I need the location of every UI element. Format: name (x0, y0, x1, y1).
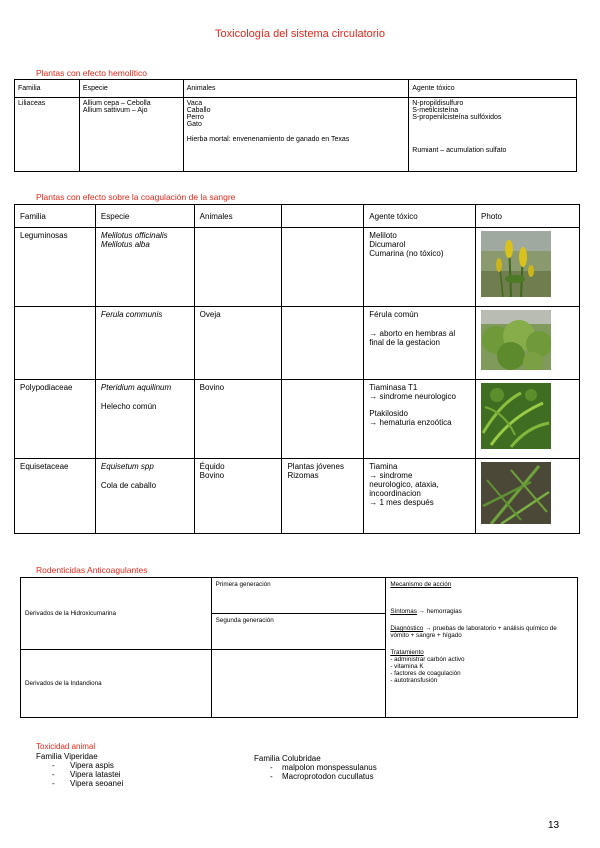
section-title-hemolitico: Plantas con efecto hemolítico (36, 68, 148, 78)
fern-photo (481, 383, 551, 449)
cell-animales: Oveja (194, 307, 282, 380)
header-agente: Agente tóxico (409, 80, 577, 98)
cell-segunda-generacion: Segunda generación (211, 614, 386, 650)
cell-familia: Polypodiaceae (15, 380, 96, 459)
cell-animales: Vaca Caballo Perro Gato Hierba mortal: envenenamiento de ganado en Texas (183, 98, 409, 172)
ferula-plant-photo (481, 310, 551, 370)
list-item: - malpolon monspessulanus (270, 763, 377, 772)
cell-derivados-hidroxicumarina: Derivados de la Hidroxicumarina (21, 578, 212, 650)
coagulacion-table (14, 204, 580, 534)
cell-derivados-indandiona: Derivados de la Indandiona (21, 650, 212, 718)
cell-agente: Meliloto Dicumarol Cumarina (no tóxico) (364, 228, 476, 307)
page-title: Toxicología del sistema circulatorio (215, 28, 385, 40)
cell-photo (476, 459, 580, 534)
header-especie: Especie (95, 205, 194, 228)
section-title-coagulacion: Plantas con efecto sobre la coagulación de la sangre (36, 192, 236, 202)
section-title-rodenticidas: Rodenticidas Anticoagulantes (36, 565, 148, 575)
cell-especie: Equisetum spp Cola de caballo (95, 459, 194, 534)
cell-primera-generacion: Primera generación (211, 578, 386, 614)
cell-especie: Melilotus officinalis Melilotus alba (95, 228, 194, 307)
list-item: - Vipera latastei (52, 770, 121, 779)
cell-especie: Ferula communis (95, 307, 194, 380)
list-item: - Macroprotodon cucullatus (270, 772, 374, 781)
cell-extra (282, 380, 364, 459)
section-title-toxicidad: Toxicidad animal (36, 742, 96, 751)
colubridae-block (254, 754, 377, 781)
list-item: - Vipera seoanei (52, 779, 124, 788)
yellow-flower-photo (481, 231, 551, 297)
cell-especie: Allium cepa – Cebolla Allium sattivum – Ajo (79, 98, 183, 172)
cell-familia: Leguminosas (15, 228, 96, 307)
cell-familia: Liliaceas (15, 98, 80, 172)
cell-photo (476, 307, 580, 380)
cell-animales: Bovino (194, 380, 282, 459)
cell-agente: Tiamina → sindrome neurologico, ataxia, incoordinacion → 1 mes después (364, 459, 476, 534)
header-blank (282, 205, 364, 228)
list-item: - Vipera aspis (52, 761, 114, 770)
header-especie: Especie (79, 80, 183, 98)
cell-especie: Pteridium aquilinum Helecho común (95, 380, 194, 459)
rodenticidas-table (20, 577, 578, 718)
header-familia: Familia (15, 205, 96, 228)
toxicidad-block (36, 742, 123, 788)
cell-extra (282, 307, 364, 380)
cell-mecanismo: Mecanismo de acción Síntomas → hemorragias Diagnóstico → pruebas de laboratorio + análisis químico de vómito + sangre + hígado Tratamiento - administrar carbón activo - vitamina K - factores de coagulación - autotransfusión (386, 578, 578, 718)
header-animales: Animales (194, 205, 282, 228)
page-number: 13 (548, 820, 560, 831)
familia-colubridae: Familia Colubridae (254, 754, 321, 763)
header-photo: Photo (476, 205, 580, 228)
cell-photo (476, 228, 580, 307)
cell-extra (282, 228, 364, 307)
header-familia: Familia (15, 80, 80, 98)
header-agente: Agente tóxico (364, 205, 476, 228)
hemolitico-table (14, 79, 577, 172)
cell-photo (476, 380, 580, 459)
familia-viperidae: Familia Viperidae (36, 752, 98, 761)
cell-agente: N-propildisulfuro S-metilcisteína S-propenilcisteína sulfóxidos Rumiant – acumulation sulfato (409, 98, 577, 172)
header-animales: Animales (183, 80, 409, 98)
cell-familia: Equisetaceae (15, 459, 96, 534)
horsetail-photo (481, 462, 551, 524)
cell-agente: Tiaminasa T1 → sindrome neurologico Ptakilosido → hematuria enzoótica (364, 380, 476, 459)
cell-familia (15, 307, 96, 380)
cell-agente: Férula común → aborto en hembras al final de la gestacion (364, 307, 476, 380)
cell-extra: Plantas jóvenes Rizomas (282, 459, 364, 534)
cell-empty (211, 650, 386, 718)
cell-animales: Équido Bovino (194, 459, 282, 534)
cell-animales (194, 228, 282, 307)
